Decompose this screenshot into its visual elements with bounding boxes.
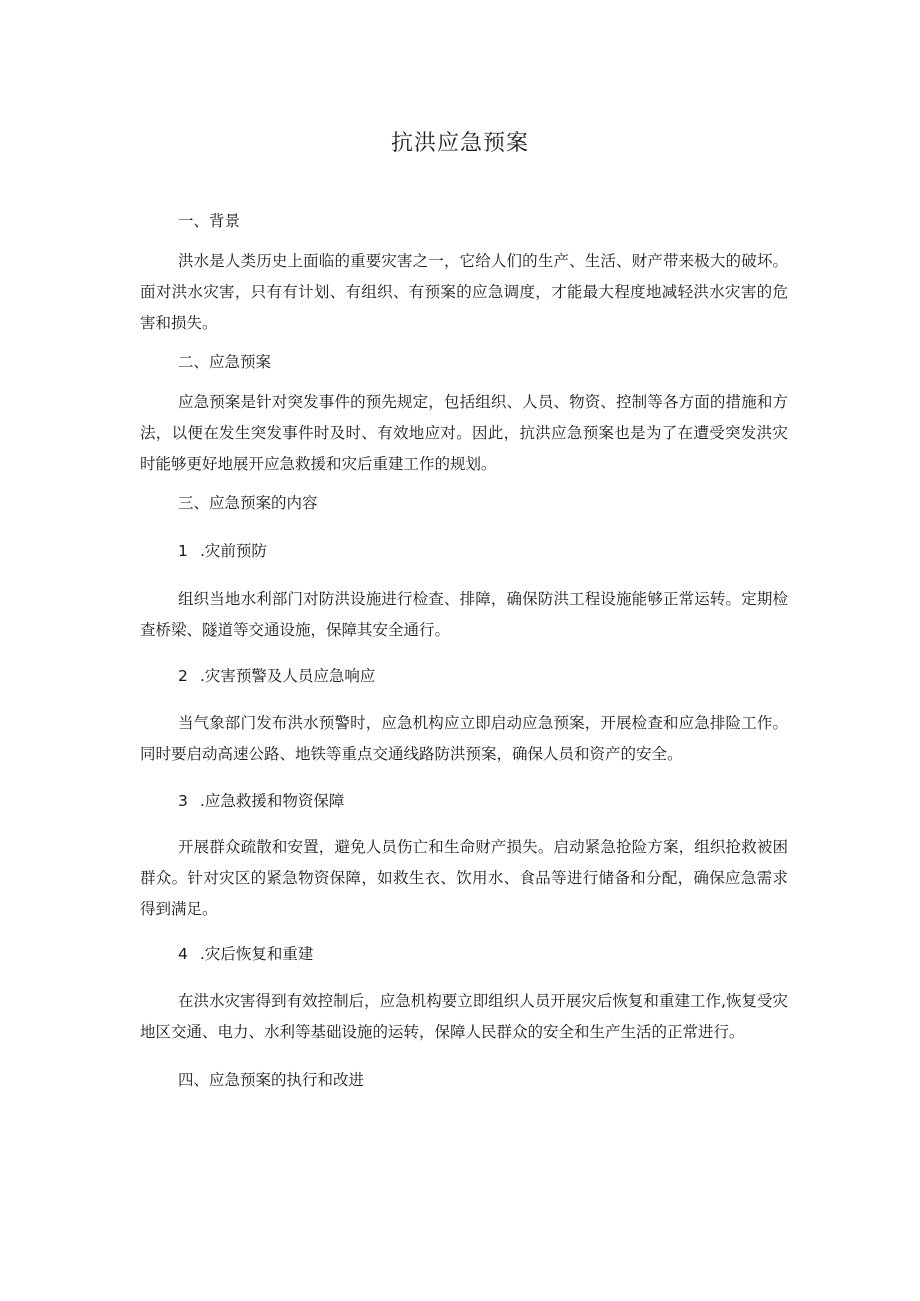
- item-number: 3: [178, 792, 188, 810]
- subheading-warning-response: [178, 661, 375, 692]
- document-title: 抗洪应急预案: [390, 131, 529, 156]
- paragraph-recovery-rebuild: 在洪水灾害得到有效控制后，应急机构要立即组织人员开展灾后恢复和重建工作,恢复受灾地区交通、电力、水利等基础设施的运转，保障人民群众的安全和生产生活的正常进行。: [140, 992, 788, 1041]
- item-number: 1: [178, 542, 188, 560]
- item-number: 4: [178, 945, 188, 963]
- section-heading-emergency-plan: 二、应急预案: [178, 353, 272, 371]
- item-heading-text: .灾后恢复和重建: [200, 945, 314, 963]
- paragraph-warning-response: 当气象部门发布洪水预警时，应急机构应立即启动应急预案，开展检查和应急排险工作。同时要启动高速公路、地铁等重点交通线路防洪预案，确保人员和资产的安全。: [140, 714, 788, 763]
- section-heading-plan-content: 三、应急预案的内容: [178, 494, 318, 512]
- section-heading-background: 一、背景: [178, 212, 241, 230]
- paragraph-rescue-supplies: 开展群众疏散和安置，避免人员伤亡和生命财产损失。启动紧急抢险方案，组织抢救被困群众。针对灾区的紧急物资保障，如救生衣、饮用水、食品等进行储备和分配，确保应急需求得到满足。: [140, 838, 788, 918]
- subheading-pre-disaster-prevention: [178, 536, 267, 567]
- item-number: 2: [178, 667, 188, 685]
- paragraph-background: 洪水是人类历史上面临的重要灾害之一，它给人们的生产、生活、财产带来极大的破坏。面对洪水灾害，只有有计划、有组织、有预案的应急调度，才能最大程度地减轻洪水灾害的危害和损失。: [140, 252, 788, 332]
- paragraph-emergency-plan: 应急预案是针对突发事件的预先规定，包括组织、人员、物资、控制等各方面的措施和方法，以便在发生突发事件时及时、有效地应对。因此，抗洪应急预案也是为了在遭受突发洪灾时能够更好地展开应急救援和灾后重建工作的规划。: [140, 393, 788, 473]
- section-heading-execution-improvement: 四、应急预案的执行和改进: [178, 1071, 365, 1089]
- item-heading-text: .应急救援和物资保障: [200, 792, 345, 810]
- paragraph-pre-disaster-prevention: 组织当地水利部门对防洪设施进行检查、排障，确保防洪工程设施能够正常运转。定期检查桥梁、隧道等交通设施，保障其安全通行。: [140, 590, 788, 639]
- subheading-recovery-rebuild: [178, 939, 313, 970]
- item-heading-text: .灾害预警及人员应急响应: [200, 667, 376, 685]
- subheading-rescue-supplies: [178, 786, 344, 817]
- item-heading-text: .灾前预防: [200, 542, 267, 560]
